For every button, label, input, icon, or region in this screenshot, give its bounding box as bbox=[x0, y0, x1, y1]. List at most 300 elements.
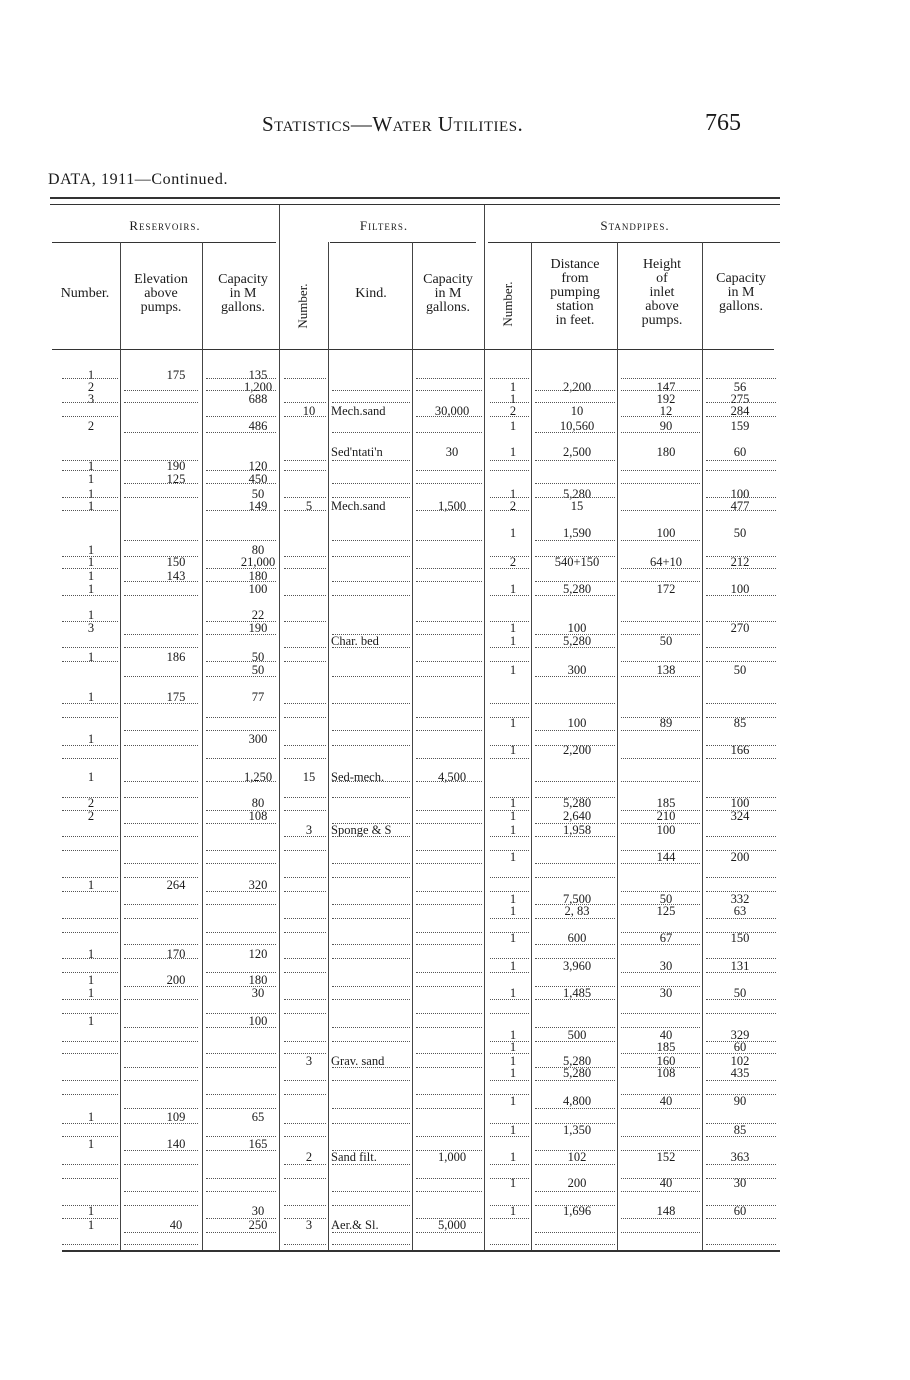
dotted-leader bbox=[124, 703, 198, 704]
dotted-leader bbox=[284, 1244, 326, 1245]
standpipe-number: 2 bbox=[509, 404, 517, 418]
dotted-leader bbox=[490, 556, 529, 557]
standpipe-number: 1 bbox=[509, 419, 517, 433]
dotted-leader bbox=[284, 1053, 326, 1054]
dotted-leader bbox=[284, 661, 326, 662]
dotted-leader bbox=[124, 1191, 198, 1192]
dotted-leader bbox=[124, 904, 198, 905]
dotted-leader bbox=[124, 836, 198, 837]
dotted-leader bbox=[490, 758, 529, 759]
top-rule bbox=[50, 197, 780, 199]
standpipe-distance: 540+150 bbox=[554, 555, 600, 569]
dotted-leader bbox=[621, 432, 700, 433]
dotted-leader bbox=[416, 621, 482, 622]
standpipe-distance: 2,640 bbox=[562, 809, 592, 823]
dotted-leader bbox=[621, 717, 700, 718]
standpipe-number: 1 bbox=[509, 850, 517, 864]
dotted-leader bbox=[416, 661, 482, 662]
dotted-leader bbox=[124, 986, 198, 987]
standpipe-number: 1 bbox=[509, 716, 517, 730]
dotted-leader bbox=[490, 703, 529, 704]
reservoir-number: 1 bbox=[87, 973, 95, 987]
dotted-leader bbox=[206, 1218, 276, 1219]
dotted-leader bbox=[490, 836, 529, 837]
standpipe-capacity: 284 bbox=[730, 404, 750, 418]
dotted-leader bbox=[490, 958, 529, 959]
dotted-leader bbox=[706, 1205, 776, 1206]
dotted-leader bbox=[206, 1136, 276, 1137]
dotted-leader bbox=[621, 1150, 700, 1151]
dotted-leader bbox=[490, 497, 529, 498]
standpipe-number: 1 bbox=[509, 1066, 517, 1080]
standpipe-height: 100 bbox=[656, 526, 676, 540]
standpipe-distance: 5,280 bbox=[562, 796, 592, 810]
dotted-leader bbox=[206, 730, 276, 731]
standpipe-number: 1 bbox=[509, 526, 517, 540]
standpipe-distance: 1,350 bbox=[562, 1123, 592, 1137]
standpipe-height: 67 bbox=[659, 931, 673, 945]
reservoir-number: 1 bbox=[87, 608, 95, 622]
dotted-leader bbox=[206, 758, 276, 759]
dotted-leader bbox=[332, 986, 410, 987]
dotted-leader bbox=[490, 568, 529, 569]
dotted-leader bbox=[62, 1136, 118, 1137]
group-filters: Filters. bbox=[359, 218, 409, 233]
dotted-leader bbox=[284, 1218, 326, 1219]
standpipe-capacity: 100 bbox=[730, 796, 750, 810]
dotted-leader bbox=[332, 647, 410, 648]
page-number: 765 bbox=[705, 110, 741, 136]
dotted-leader bbox=[332, 1041, 410, 1042]
dotted-leader bbox=[206, 568, 276, 569]
standpipe-distance: 600 bbox=[567, 931, 587, 945]
dotted-leader bbox=[124, 1244, 198, 1245]
vrule-5 bbox=[412, 242, 413, 1252]
dotted-leader bbox=[124, 1205, 198, 1206]
dotted-leader bbox=[621, 1053, 700, 1054]
dotted-leader bbox=[62, 1164, 118, 1165]
standpipe-height: 50 bbox=[659, 892, 673, 906]
dotted-leader bbox=[62, 510, 118, 511]
standpipe-distance: 1,958 bbox=[562, 823, 592, 837]
filter-capacity: 30 bbox=[445, 445, 459, 459]
standpipe-capacity: 100 bbox=[730, 487, 750, 501]
dotted-leader bbox=[416, 758, 482, 759]
reservoir-number: 2 bbox=[87, 809, 95, 823]
dotted-leader bbox=[535, 1123, 615, 1124]
reservoir-capacity: 165 bbox=[248, 1137, 268, 1151]
dotted-leader bbox=[706, 1164, 776, 1165]
reservoir-capacity: 50 bbox=[251, 650, 265, 664]
reservoir-capacity: 190 bbox=[248, 621, 268, 635]
dotted-leader bbox=[416, 972, 482, 973]
standpipe-height: 90 bbox=[659, 419, 673, 433]
standpipe-number: 1 bbox=[509, 823, 517, 837]
reservoir-number: 2 bbox=[87, 419, 95, 433]
dotted-leader bbox=[490, 797, 529, 798]
standpipe-height: 30 bbox=[659, 959, 673, 973]
dotted-leader bbox=[124, 497, 198, 498]
dotted-leader bbox=[535, 1108, 615, 1109]
col-res-capacity: Capacity in M gallons. bbox=[218, 272, 268, 315]
standpipe-height: 125 bbox=[656, 904, 676, 918]
reservoir-elevation: 175 bbox=[166, 690, 186, 704]
dotted-leader bbox=[124, 556, 198, 557]
dotted-leader bbox=[490, 378, 529, 379]
standpipe-height: 64+10 bbox=[649, 555, 683, 569]
dotted-leader bbox=[62, 470, 118, 471]
dotted-leader bbox=[284, 510, 326, 511]
standpipe-capacity: 270 bbox=[730, 621, 750, 635]
dotted-leader bbox=[490, 510, 529, 511]
dotted-leader bbox=[621, 1178, 700, 1179]
reservoir-number: 1 bbox=[87, 543, 95, 557]
reservoir-capacity: 180 bbox=[248, 973, 268, 987]
reservoir-number: 1 bbox=[87, 1218, 95, 1232]
dotted-leader bbox=[621, 1094, 700, 1095]
standpipe-number: 1 bbox=[509, 1150, 517, 1164]
standpipe-number: 1 bbox=[509, 809, 517, 823]
dotted-leader bbox=[706, 1041, 776, 1042]
standpipe-height: 40 bbox=[659, 1028, 673, 1042]
dotted-leader bbox=[206, 904, 276, 905]
filter-number: 10 bbox=[302, 404, 316, 418]
dotted-leader bbox=[206, 781, 276, 782]
standpipe-distance: 10,560 bbox=[559, 419, 595, 433]
vrule-2 bbox=[202, 242, 203, 1252]
filter-number: 5 bbox=[305, 499, 313, 513]
dotted-leader bbox=[284, 497, 326, 498]
dotted-leader bbox=[535, 483, 615, 484]
dotted-leader bbox=[706, 797, 776, 798]
dotted-leader bbox=[62, 836, 118, 837]
dotted-leader bbox=[535, 730, 615, 731]
dotted-leader bbox=[284, 647, 326, 648]
dotted-leader bbox=[416, 483, 482, 484]
dotted-leader bbox=[332, 836, 410, 837]
dotted-leader bbox=[124, 595, 198, 596]
reservoir-capacity: 30 bbox=[251, 986, 265, 1000]
standpipe-height: 144 bbox=[656, 850, 676, 864]
dotted-leader bbox=[124, 797, 198, 798]
standpipe-capacity: 200 bbox=[730, 850, 750, 864]
dotted-leader bbox=[706, 1053, 776, 1054]
dotted-leader bbox=[706, 460, 776, 461]
dotted-leader bbox=[535, 1191, 615, 1192]
dotted-leader bbox=[332, 483, 410, 484]
dotted-leader bbox=[62, 877, 118, 878]
dotted-leader bbox=[621, 581, 700, 582]
dotted-leader bbox=[621, 823, 700, 824]
dotted-leader bbox=[535, 797, 615, 798]
dotted-leader bbox=[62, 918, 118, 919]
reservoir-number: 1 bbox=[87, 555, 95, 569]
filter-number: 15 bbox=[302, 770, 316, 784]
dotted-leader bbox=[535, 958, 615, 959]
reservoir-number: 1 bbox=[87, 487, 95, 501]
standpipe-height: 40 bbox=[659, 1094, 673, 1108]
standpipe-number: 1 bbox=[509, 392, 517, 406]
dotted-leader bbox=[62, 1244, 118, 1245]
dotted-leader bbox=[206, 1108, 276, 1109]
dotted-leader bbox=[706, 972, 776, 973]
standpipe-height: 108 bbox=[656, 1066, 676, 1080]
standpipe-capacity: 150 bbox=[730, 931, 750, 945]
standpipe-height: 138 bbox=[656, 663, 676, 677]
col-sp-capacity: Capacity in M gallons. bbox=[716, 271, 766, 314]
dotted-leader bbox=[284, 621, 326, 622]
reservoir-number: 1 bbox=[87, 459, 95, 473]
standpipe-height: 185 bbox=[656, 1040, 676, 1054]
dotted-leader bbox=[284, 972, 326, 973]
dotted-leader bbox=[332, 1191, 410, 1192]
dotted-leader bbox=[490, 1094, 529, 1095]
dotted-leader bbox=[206, 1191, 276, 1192]
standpipe-capacity: 50 bbox=[733, 986, 747, 1000]
dotted-leader bbox=[535, 1164, 615, 1165]
dotted-leader bbox=[124, 581, 198, 582]
dotted-leader bbox=[284, 758, 326, 759]
dotted-leader bbox=[706, 1136, 776, 1137]
filter-number: 3 bbox=[305, 1054, 313, 1068]
dotted-leader bbox=[332, 1067, 410, 1068]
reservoir-number: 1 bbox=[87, 368, 95, 382]
filter-number: 3 bbox=[305, 1218, 313, 1232]
dotted-leader bbox=[621, 1232, 700, 1233]
dotted-leader bbox=[284, 932, 326, 933]
dotted-leader bbox=[621, 891, 700, 892]
dotted-leader bbox=[706, 497, 776, 498]
standpipe-height: 152 bbox=[656, 1150, 676, 1164]
dotted-leader bbox=[416, 863, 482, 864]
dotted-leader bbox=[706, 1123, 776, 1124]
standpipe-capacity: 166 bbox=[730, 743, 750, 757]
standpipe-capacity: 85 bbox=[733, 716, 747, 730]
dotted-leader bbox=[416, 717, 482, 718]
standpipe-number: 1 bbox=[509, 380, 517, 394]
standpipe-height: 50 bbox=[659, 634, 673, 648]
dotted-leader bbox=[621, 390, 700, 391]
standpipe-number: 1 bbox=[509, 487, 517, 501]
dotted-leader bbox=[621, 378, 700, 379]
dotted-leader bbox=[206, 1178, 276, 1179]
dotted-leader bbox=[206, 470, 276, 471]
reservoir-capacity: 30 bbox=[251, 1204, 265, 1218]
dotted-leader bbox=[706, 556, 776, 557]
vrule-7 bbox=[531, 242, 532, 1252]
dotted-leader bbox=[284, 891, 326, 892]
standpipe-height: 180 bbox=[656, 445, 676, 459]
vrule-1 bbox=[120, 242, 121, 1252]
reservoir-capacity: 80 bbox=[251, 796, 265, 810]
dotted-leader bbox=[206, 932, 276, 933]
reservoir-number: 1 bbox=[87, 878, 95, 892]
dotted-leader bbox=[62, 850, 118, 851]
dotted-leader bbox=[332, 634, 410, 635]
dotted-leader bbox=[706, 836, 776, 837]
standpipe-distance: 2,200 bbox=[562, 743, 592, 757]
dotted-leader bbox=[535, 1205, 615, 1206]
dotted-leader bbox=[535, 781, 615, 782]
reservoir-number: 1 bbox=[87, 569, 95, 583]
standpipe-number: 1 bbox=[509, 959, 517, 973]
standpipe-height: 89 bbox=[659, 716, 673, 730]
standpipe-distance: 5,280 bbox=[562, 1066, 592, 1080]
dotted-leader bbox=[332, 745, 410, 746]
standpipe-number: 1 bbox=[509, 986, 517, 1000]
dotted-leader bbox=[706, 703, 776, 704]
reservoir-capacity: 108 bbox=[248, 809, 268, 823]
dotted-leader bbox=[535, 1080, 615, 1081]
dotted-leader bbox=[284, 810, 326, 811]
dotted-leader bbox=[706, 745, 776, 746]
dotted-leader bbox=[621, 1191, 700, 1192]
dotted-leader bbox=[206, 972, 276, 973]
dotted-leader bbox=[490, 891, 529, 892]
dotted-leader bbox=[535, 647, 615, 648]
dotted-leader bbox=[416, 1027, 482, 1028]
standpipe-distance: 300 bbox=[567, 663, 587, 677]
dotted-leader bbox=[706, 378, 776, 379]
reservoir-number: 1 bbox=[87, 650, 95, 664]
dotted-leader bbox=[416, 1218, 482, 1219]
dotted-leader bbox=[124, 390, 198, 391]
reservoir-capacity: 1,250 bbox=[243, 770, 273, 784]
dotted-leader bbox=[62, 999, 118, 1000]
dotted-leader bbox=[706, 891, 776, 892]
standpipe-height: 192 bbox=[656, 392, 676, 406]
reservoir-elevation: 186 bbox=[166, 650, 186, 664]
reservoir-capacity: 486 bbox=[248, 419, 268, 433]
standpipe-number: 1 bbox=[509, 743, 517, 757]
standpipe-height: 147 bbox=[656, 380, 676, 394]
dotted-leader bbox=[621, 416, 700, 417]
dotted-leader bbox=[206, 390, 276, 391]
standpipe-distance: 5,280 bbox=[562, 487, 592, 501]
reservoir-number: 1 bbox=[87, 1110, 95, 1124]
dotted-leader bbox=[490, 999, 529, 1000]
dotted-leader bbox=[332, 676, 410, 677]
standpipe-distance: 5,280 bbox=[562, 1054, 592, 1068]
dotted-leader bbox=[124, 1164, 198, 1165]
reservoir-number: 1 bbox=[87, 690, 95, 704]
standpipe-capacity: 56 bbox=[733, 380, 747, 394]
standpipe-height: 160 bbox=[656, 1054, 676, 1068]
dotted-leader bbox=[416, 1191, 482, 1192]
dotted-leader bbox=[706, 932, 776, 933]
reservoir-elevation: 150 bbox=[166, 555, 186, 569]
dotted-leader bbox=[535, 460, 615, 461]
standpipe-capacity: 159 bbox=[730, 419, 750, 433]
dotted-leader bbox=[490, 460, 529, 461]
dotted-leader bbox=[62, 460, 118, 461]
dotted-leader bbox=[535, 918, 615, 919]
standpipe-height: 30 bbox=[659, 986, 673, 1000]
dotted-leader bbox=[332, 823, 410, 824]
dotted-leader bbox=[621, 540, 700, 541]
dotted-leader bbox=[124, 1108, 198, 1109]
dotted-leader bbox=[535, 1150, 615, 1151]
standpipe-height: 172 bbox=[656, 582, 676, 596]
reservoir-number: 2 bbox=[87, 380, 95, 394]
standpipe-number: 1 bbox=[509, 1176, 517, 1190]
dotted-leader bbox=[706, 1094, 776, 1095]
dotted-leader bbox=[206, 416, 276, 417]
standpipe-distance: 2,200 bbox=[562, 380, 592, 394]
dotted-leader bbox=[284, 1136, 326, 1137]
reservoir-capacity: 21,000 bbox=[240, 555, 276, 569]
dotted-leader bbox=[332, 944, 410, 945]
standpipe-distance: 500 bbox=[567, 1028, 587, 1042]
dotted-leader bbox=[284, 797, 326, 798]
dotted-leader bbox=[206, 378, 276, 379]
reservoir-number: 1 bbox=[87, 499, 95, 513]
dotted-leader bbox=[416, 390, 482, 391]
dotted-leader bbox=[621, 972, 700, 973]
dotted-leader bbox=[124, 540, 198, 541]
header-bottom-rule bbox=[52, 349, 774, 350]
dotted-leader bbox=[124, 877, 198, 878]
dotted-leader bbox=[416, 540, 482, 541]
reservoir-elevation: 200 bbox=[166, 973, 186, 987]
reservoir-capacity: 100 bbox=[248, 582, 268, 596]
dotted-leader bbox=[124, 1123, 198, 1124]
dotted-leader bbox=[332, 1232, 410, 1233]
dotted-leader bbox=[332, 703, 410, 704]
standpipe-number: 2 bbox=[509, 555, 517, 569]
dotted-leader bbox=[706, 1013, 776, 1014]
dotted-leader bbox=[535, 402, 615, 403]
dotted-leader bbox=[62, 621, 118, 622]
dotted-leader bbox=[206, 1232, 276, 1233]
reservoir-capacity: 80 bbox=[251, 543, 265, 557]
dotted-leader bbox=[284, 1094, 326, 1095]
dotted-leader bbox=[62, 932, 118, 933]
dotted-leader bbox=[332, 1027, 410, 1028]
vrule-8 bbox=[617, 242, 618, 1252]
dotted-leader bbox=[284, 836, 326, 837]
dotted-leader bbox=[621, 510, 700, 511]
standpipe-distance: 5,280 bbox=[562, 582, 592, 596]
dotted-leader bbox=[124, 745, 198, 746]
dotted-leader bbox=[124, 1080, 198, 1081]
dotted-leader bbox=[621, 758, 700, 759]
reservoir-number: 1 bbox=[87, 582, 95, 596]
running-header-title: Statistics—Water Utilities. bbox=[262, 112, 524, 136]
dotted-leader bbox=[62, 1053, 118, 1054]
standpipe-capacity: 275 bbox=[730, 392, 750, 406]
dotted-leader bbox=[416, 1013, 482, 1014]
dotted-leader bbox=[124, 402, 198, 403]
dotted-leader bbox=[706, 999, 776, 1000]
standpipe-distance: 15 bbox=[570, 499, 584, 513]
dotted-leader bbox=[490, 661, 529, 662]
dotted-leader bbox=[332, 1205, 410, 1206]
dotted-leader bbox=[284, 595, 326, 596]
col-fil-capacity: Capacity in M gallons. bbox=[423, 272, 473, 315]
dotted-leader bbox=[124, 1232, 198, 1233]
dotted-leader bbox=[206, 810, 276, 811]
standpipe-height: 100 bbox=[656, 823, 676, 837]
dotted-leader bbox=[416, 378, 482, 379]
dotted-leader bbox=[62, 745, 118, 746]
dotted-leader bbox=[706, 595, 776, 596]
dotted-leader bbox=[416, 581, 482, 582]
dotted-leader bbox=[535, 1041, 615, 1042]
dotted-leader bbox=[62, 1123, 118, 1124]
dotted-leader bbox=[124, 823, 198, 824]
reservoir-number: 2 bbox=[87, 796, 95, 810]
